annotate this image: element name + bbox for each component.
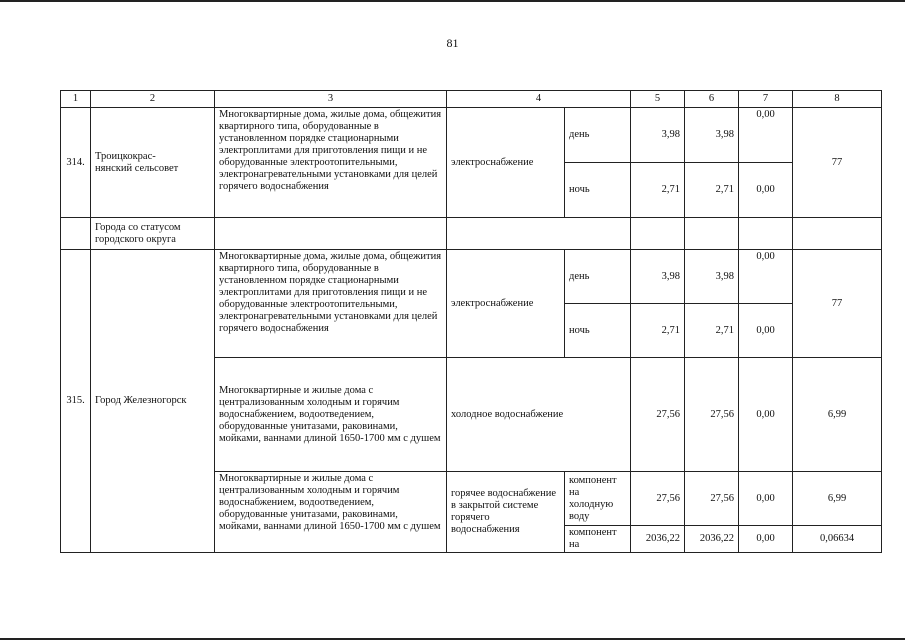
table-row [61, 250, 882, 304]
value-col-8: 77 [793, 108, 882, 218]
header-col-1: 1 [61, 91, 91, 108]
settlement-name: Город Железногорск [91, 250, 215, 553]
header-col-4: 4 [447, 91, 631, 108]
housing-description: Многоквартирные дома, жилые дома, общежития квартирного типа, оборудованные в установленном порядке стационарными электроплитами для приготовления пищи и не оборудованные электроотопительными, электронагревательными установками для целей горячего водоснабжения [215, 250, 447, 358]
header-col-2: 2 [91, 91, 215, 108]
value-col-7: 0,00 [739, 472, 793, 526]
value-col-6: 3,98 [685, 250, 739, 304]
value-col-7: 0,00 [739, 526, 793, 553]
value-col-7: 0,00 [739, 358, 793, 472]
header-col-8: 8 [793, 91, 882, 108]
value-col-7: 0,00 [739, 163, 793, 218]
value-col-5: 3,98 [631, 108, 685, 163]
top-border-line [0, 0, 905, 2]
page-number: 81 [446, 36, 459, 50]
service-type: холодное водоснабжение [447, 358, 631, 472]
header-col-5: 5 [631, 91, 685, 108]
header-col-3: 3 [215, 91, 447, 108]
section-title: Города со статусом городского округа [91, 218, 215, 250]
value-col-7: 0,00 [739, 304, 793, 358]
table-row [61, 108, 882, 163]
value-col-6: 27,56 [685, 358, 739, 472]
row-number: 314. [61, 108, 91, 218]
value-col-8: 6,99 [793, 472, 882, 526]
value-col-5: 27,56 [631, 358, 685, 472]
header-row [61, 91, 882, 108]
value-col-5: 27,56 [631, 472, 685, 526]
value-col-6: 3,98 [685, 108, 739, 163]
value-col-6: 27,56 [685, 472, 739, 526]
housing-description: Многоквартирные дома, жилые дома, общежития квартирного типа, оборудованные в установленном порядке стационарными электроплитами для приготовления пищи и не оборудованные электроотопительными, электронагревательными установками для целей горячего водоснабжения [215, 108, 447, 218]
value-col-5: 3,98 [631, 250, 685, 304]
value-col-5: 2,71 [631, 304, 685, 358]
service-type: электроснабжение [447, 108, 565, 218]
housing-description: Многоквартирные и жилые дома с централизованным холодным и горячим водоснабжением, водоотведением, оборудованные унитазами, раковинами, мойками, ваннами длиной 1650-1700 мм с душем [215, 358, 447, 472]
section-row [61, 218, 882, 250]
settlement-name: Троицкокрас- нянский сельсовет [91, 108, 215, 218]
period-label: ночь [565, 163, 631, 218]
service-type: электроснабжение [447, 250, 565, 358]
header-col-7: 7 [739, 91, 793, 108]
header-col-6: 6 [685, 91, 739, 108]
period-label: день [565, 108, 631, 163]
component-label: компонент на [565, 526, 631, 553]
value-col-8: 6,99 [793, 358, 882, 472]
value-col-6: 2,71 [685, 163, 739, 218]
housing-description: Многоквартирные и жилые дома с централизованным холодным и горячим водоснабжением, водоотведением, оборудованные унитазами, раковинами, мойками, ваннами длиной 1650-1700 мм с душем [215, 472, 447, 553]
value-col-8: 0,06634 [793, 526, 882, 553]
period-label: ночь [565, 304, 631, 358]
value-col-6: 2036,22 [685, 526, 739, 553]
value-col-7: 0,00 [739, 250, 793, 304]
value-col-5: 2,71 [631, 163, 685, 218]
period-label: день [565, 250, 631, 304]
component-label: компонент на холодную воду [565, 472, 631, 526]
row-number: 315. [61, 250, 91, 553]
value-col-8: 77 [793, 250, 882, 358]
service-type: горячее водоснабжение в закрытой системе горячего водоснабжения [447, 472, 565, 553]
value-col-6: 2,71 [685, 304, 739, 358]
value-col-5: 2036,22 [631, 526, 685, 553]
tariff-table [60, 90, 882, 553]
value-col-7: 0,00 [739, 108, 793, 163]
